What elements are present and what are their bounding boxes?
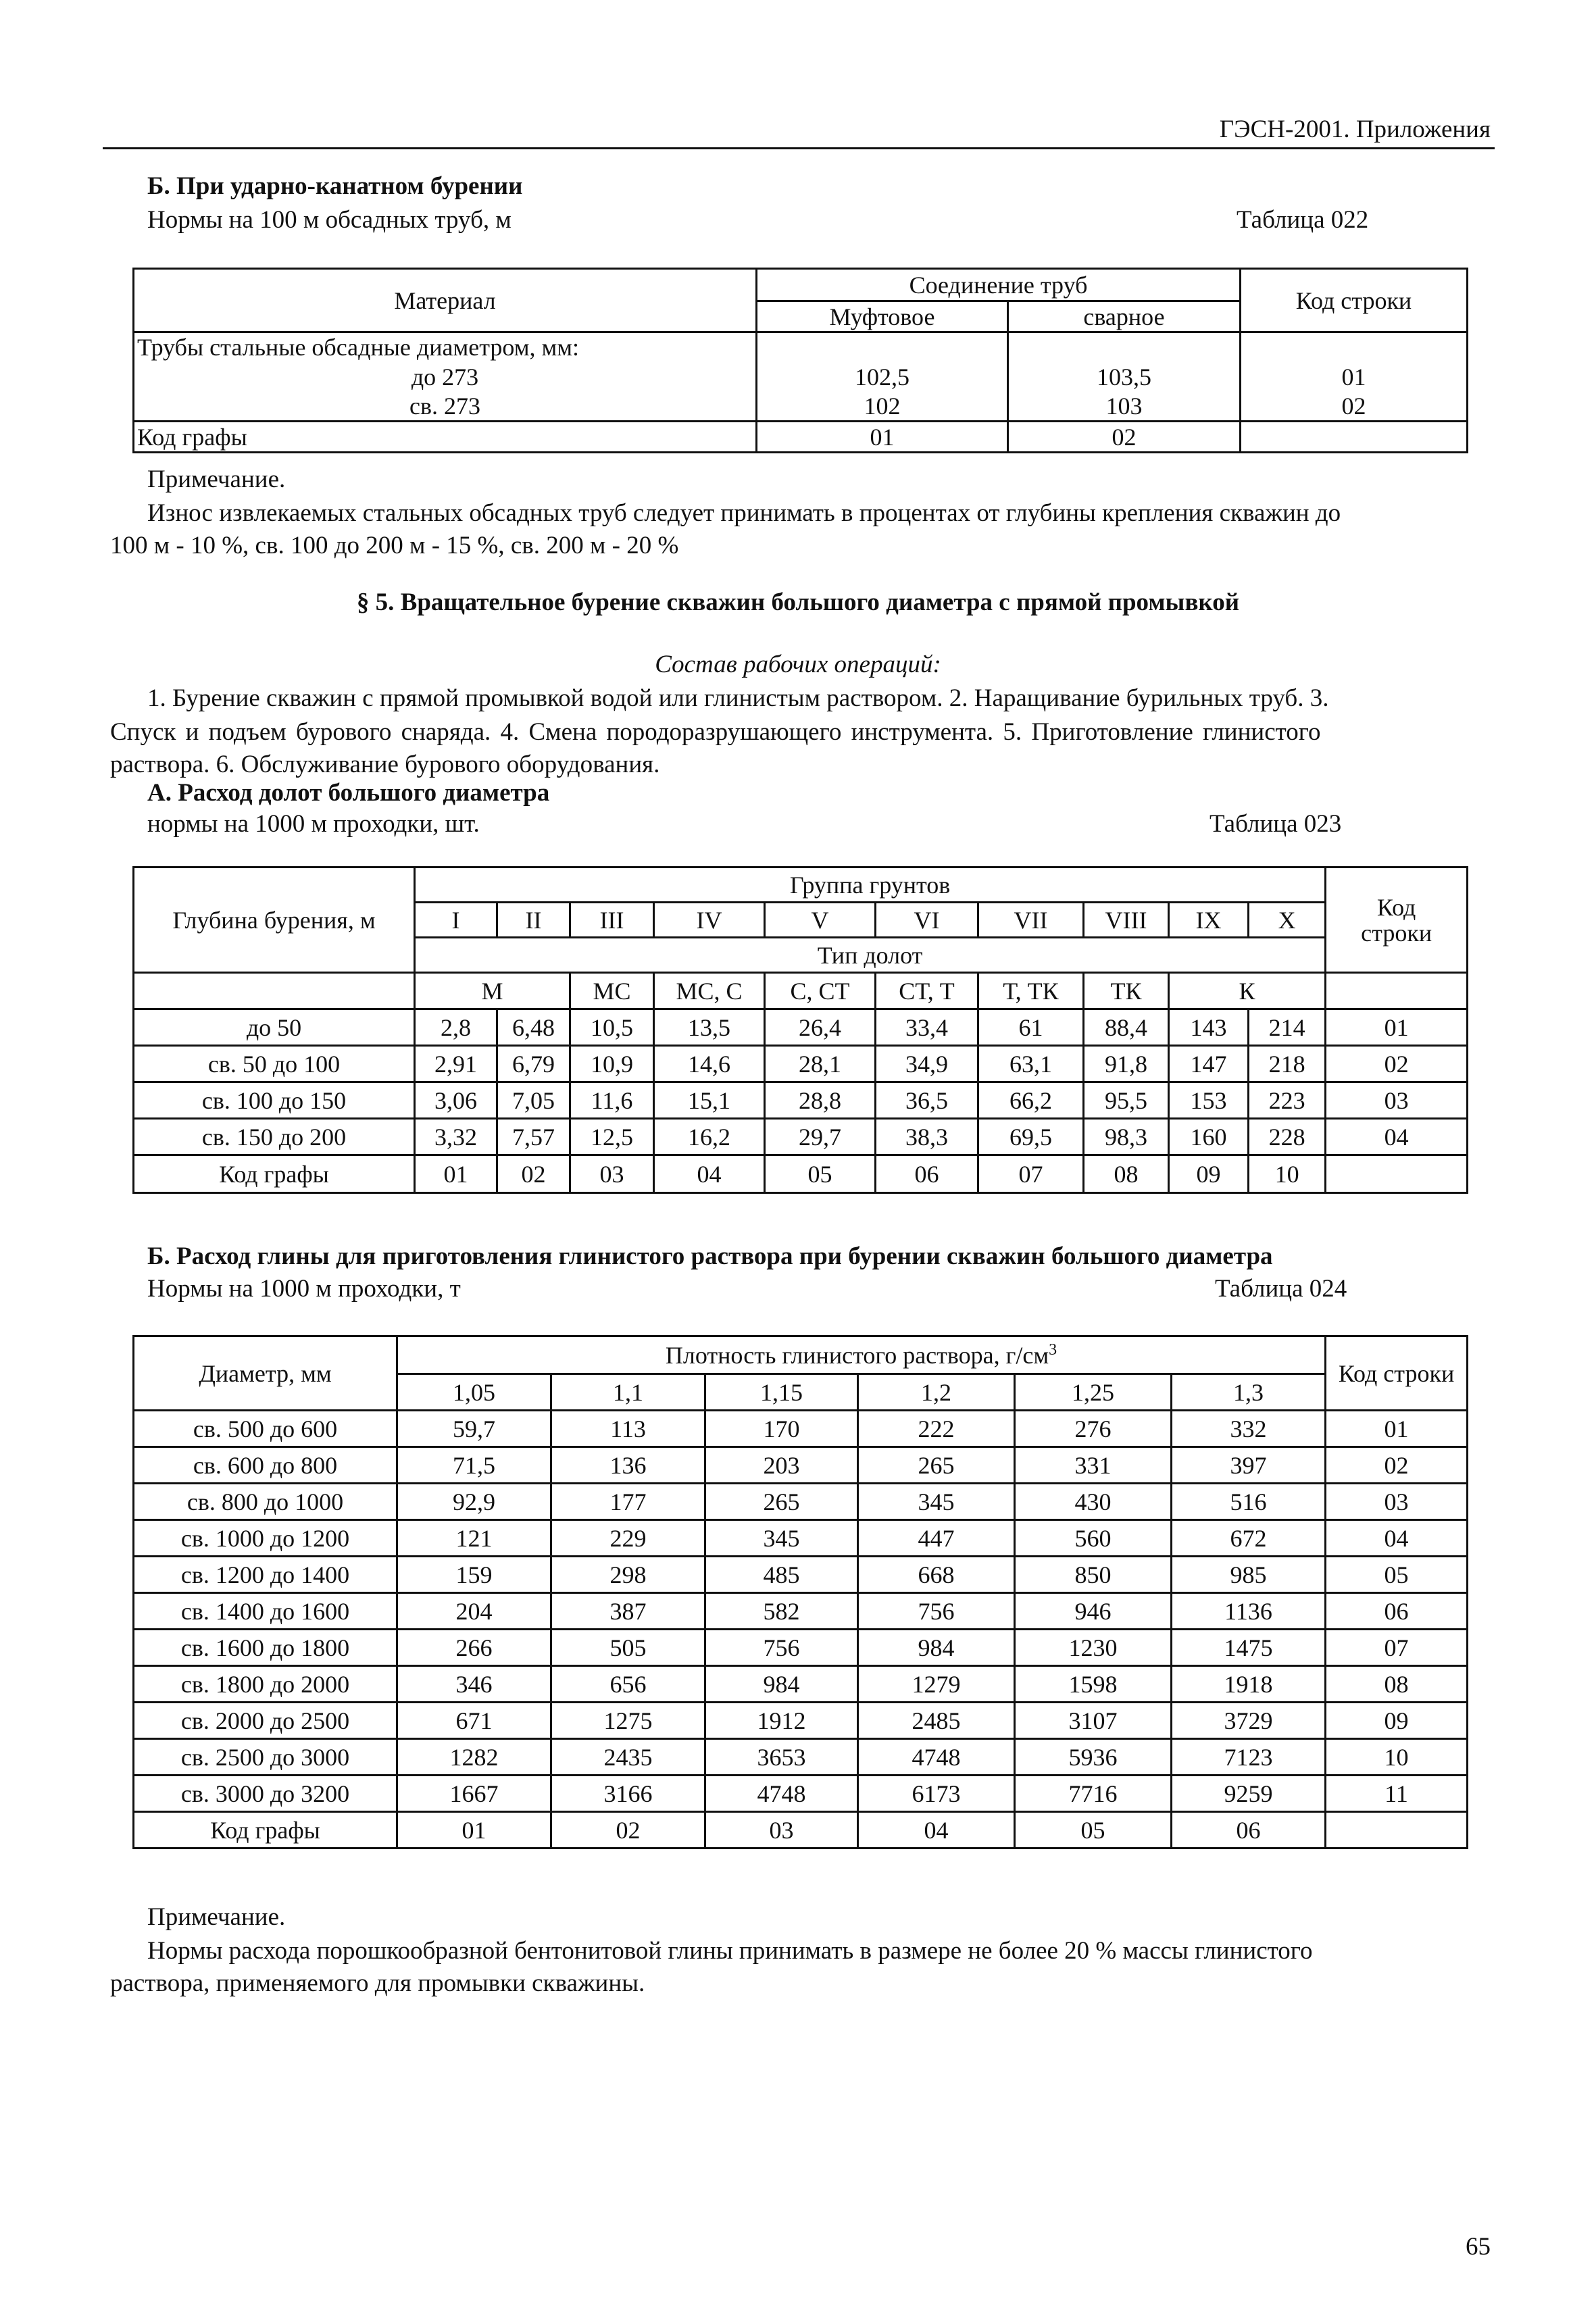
note-text-line: Нормы расхода порошкообразной бентонитовой глины принимать в размере не более 20 % массы глинистого xyxy=(147,1937,1313,1965)
norms-line-024: Нормы на 1000 м проходки, т xyxy=(147,1275,461,1303)
table-row: св. 1400 до 1600 204 387 582 756 946 1136 06 xyxy=(134,1593,1468,1630)
table-row: до 273 102,5 103,5 01 xyxy=(134,362,1468,392)
header-diameter: Диаметр, мм xyxy=(134,1336,397,1411)
norms-line-022: Нормы на 100 м обсадных труб, м xyxy=(147,206,512,234)
header-welded: сварное xyxy=(1008,301,1241,332)
densities-row: 1,05 1,1 1,15 1,2 1,25 1,3 xyxy=(134,1374,1468,1411)
table-row: св. 100 до 150 3,06 7,05 11,6 15,1 28,8 36,5 66,2 95,5 153 223 03 xyxy=(134,1082,1468,1119)
table-row: св. 150 до 200 3,32 7,57 12,5 16,2 29,7 38,3 69,5 98,3 160 228 04 xyxy=(134,1119,1468,1155)
section-heading-rotary-drilling: § 5. Вращательное бурение скважин большого диаметра с прямой промывкой xyxy=(356,588,1240,616)
code-row: Код графы 01 02 xyxy=(134,422,1468,453)
table-row: св. 2500 до 3000 1282 2435 3653 4748 5936 7123 10 xyxy=(134,1739,1468,1776)
header-soil-group: Группа грунтов xyxy=(415,867,1326,903)
table-row: св. 1200 до 1400 159 298 485 668 850 985 05 xyxy=(134,1557,1468,1593)
code-row: Код графы 01 02 03 04 05 06 xyxy=(134,1812,1468,1848)
table-row: св. 2000 до 2500 671 1275 1912 2485 3107 3729 09 xyxy=(134,1703,1468,1739)
header-rule xyxy=(103,147,1495,149)
table-row: св. 1600 до 1800 266 505 756 984 1230 1475 07 xyxy=(134,1630,1468,1666)
table-label-024: Таблица 024 xyxy=(1215,1275,1347,1303)
table-022 xyxy=(132,268,1468,453)
operations-line: 1. Бурение скважин с прямой промывкой водой или глинистым раствором. 2. Наращивание бурильных труб. 3. xyxy=(147,684,1329,712)
table-label-022: Таблица 022 xyxy=(1237,206,1369,234)
norms-line-023: нормы на 1000 м проходки, шт. xyxy=(147,810,480,838)
note-text-line: 100 м - 10 %, св. 100 до 200 м - 15 %, св. 200 м - 20 % xyxy=(110,532,679,559)
bit-types-row: М МС МС, С С, СТ СТ, Т Т, ТК ТК К xyxy=(134,973,1468,1009)
operations-line: Спуск и подъем бурового снаряда. 4. Смена породоразрушающего инструмента. 5. Приготовление глинистого xyxy=(110,718,1321,746)
header-connection: Соединение труб xyxy=(757,269,1241,301)
page-number: 65 xyxy=(1466,2233,1491,2261)
operations-title: Состав рабочих операций: xyxy=(655,651,941,678)
header-row-code: Код строки xyxy=(1241,269,1468,332)
header-depth: Глубина бурения, м xyxy=(134,867,415,973)
header-bit-type: Тип долот xyxy=(415,938,1326,973)
table-row: св. 600 до 800 71,5 136 203 265 331 397 02 xyxy=(134,1447,1468,1484)
code-row: Код графы 01 02 03 04 05 06 07 08 09 10 xyxy=(134,1155,1468,1193)
header-row-code: Код строки xyxy=(1326,867,1468,973)
table-023 xyxy=(132,866,1468,1194)
table-row: св. 50 до 100 2,91 6,79 10,9 14,6 28,1 34,9 63,1 91,8 147 218 02 xyxy=(134,1046,1468,1082)
header-density: Плотность глинистого раствора, $г/см^3$ xyxy=(397,1336,1326,1374)
group-row-label: Трубы стальные обсадные диаметром, мм: xyxy=(134,332,757,362)
section-heading-cable-drilling: Б. При ударно-канатном бурении xyxy=(147,172,523,200)
note-title: Примечание. xyxy=(147,1903,286,1931)
running-title: ГЭСН-2001. Приложения xyxy=(1219,116,1491,143)
table-024 xyxy=(132,1335,1468,1849)
table-label-023: Таблица 023 xyxy=(1210,810,1342,838)
table-row: св. 3000 до 3200 1667 3166 4748 6173 7716 9259 11 xyxy=(134,1776,1468,1812)
table-row: св. 273 102 103 02 xyxy=(134,392,1468,422)
section-heading-bits: А. Расход долот большого диаметра xyxy=(147,779,550,807)
table-row: св. 1000 до 1200 121 229 345 447 560 672 04 xyxy=(134,1520,1468,1557)
soil-groups-row: I II III IV V VI VII VIII IX X xyxy=(134,903,1468,938)
table-row: св. 1800 до 2000 346 656 984 1279 1598 1918 08 xyxy=(134,1666,1468,1703)
table-row: св. 500 до 600 59,7 113 170 222 276 332 01 xyxy=(134,1411,1468,1447)
header-material: Материал xyxy=(134,269,757,332)
header-coupling: Муфтовое xyxy=(757,301,1008,332)
table-row: до 50 2,8 6,48 10,5 13,5 26,4 33,4 61 88,4 143 214 01 xyxy=(134,1009,1468,1046)
note-text-line: раствора, применяемого для промывки скважины. xyxy=(110,1969,645,1997)
operations-line: раствора. 6. Обслуживание бурового оборудования. xyxy=(110,751,660,778)
note-text-line: Износ извлекаемых стальных обсадных труб следует принимать в процентах от глубины крепления скважин до xyxy=(147,499,1341,527)
table-row: св. 800 до 1000 92,9 177 265 345 430 516 03 xyxy=(134,1484,1468,1520)
section-heading-clay: Б. Расход глины для приготовления глинистого раствора при бурении скважин большого диаметра xyxy=(147,1242,1273,1270)
note-title: Примечание. xyxy=(147,466,286,493)
header-row-code: Код строки xyxy=(1326,1336,1468,1411)
